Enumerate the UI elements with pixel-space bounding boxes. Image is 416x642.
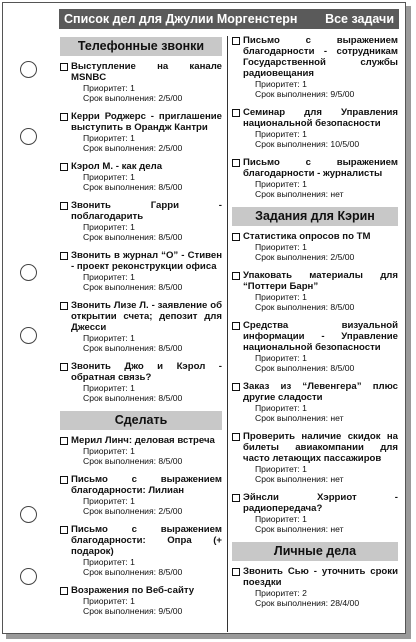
binder-hole bbox=[20, 264, 37, 281]
due-label: Срок выполнения: bbox=[83, 232, 157, 242]
due-label: Срок выполнения: bbox=[255, 524, 329, 534]
due-label: Срок выполнения: bbox=[83, 93, 157, 103]
task-title: Звонить Джо и Кэрол - обратная связь? bbox=[71, 361, 222, 383]
task-due bbox=[243, 524, 398, 534]
task-title: Письмо с выражением благодарности: Опра (+ подарок) bbox=[71, 524, 222, 557]
page-title: Список дел для Джулии Моргенстерн bbox=[64, 12, 298, 26]
due-value: 8/5/00 bbox=[158, 282, 183, 292]
task-checkbox[interactable] bbox=[60, 526, 68, 534]
task-priority bbox=[243, 292, 398, 302]
section-heading: Сделать bbox=[60, 411, 222, 430]
priority-value: 1 bbox=[302, 129, 307, 139]
task-title: Выступление на канале MSNBC bbox=[71, 61, 222, 83]
task-item bbox=[60, 435, 222, 466]
priority-value: 1 bbox=[130, 446, 135, 456]
page-header bbox=[59, 9, 399, 29]
task-checkbox[interactable] bbox=[232, 233, 240, 241]
task-title: Статистика опросов по ТМ bbox=[243, 231, 371, 242]
task-title: Проверить наличие скидок на билеты авиакомпании для часто летающих пассажиров bbox=[243, 431, 398, 464]
priority-label: Приоритет: bbox=[255, 403, 300, 413]
task-body bbox=[71, 300, 222, 353]
due-label: Срок выполнения: bbox=[255, 89, 329, 99]
due-value: 9/5/00 bbox=[158, 606, 183, 616]
task-body bbox=[71, 474, 222, 516]
task-item bbox=[60, 300, 222, 353]
due-label: Срок выполнения: bbox=[255, 252, 329, 262]
task-priority bbox=[71, 496, 222, 506]
due-label: Срок выполнения: bbox=[255, 139, 329, 149]
task-item bbox=[60, 200, 222, 242]
task-item bbox=[232, 566, 398, 608]
due-value: 8/5/00 bbox=[330, 302, 355, 312]
priority-label: Приоритет: bbox=[255, 514, 300, 524]
task-due bbox=[243, 598, 398, 608]
task-body bbox=[243, 270, 398, 312]
task-priority bbox=[243, 514, 398, 524]
binder-hole bbox=[20, 128, 37, 145]
due-value: 8/5/00 bbox=[158, 232, 183, 242]
task-due bbox=[71, 506, 222, 516]
task-priority bbox=[71, 596, 222, 606]
due-value: 8/5/00 bbox=[158, 343, 183, 353]
task-body bbox=[71, 111, 222, 153]
priority-label: Приоритет: bbox=[255, 242, 300, 252]
task-title: Семинар для Управления национальной безопасности bbox=[243, 107, 398, 129]
priority-label: Приоритет: bbox=[255, 292, 300, 302]
task-item bbox=[232, 157, 398, 199]
section-heading: Личные дела bbox=[232, 542, 398, 561]
priority-value: 1 bbox=[302, 464, 307, 474]
priority-value: 1 bbox=[130, 496, 135, 506]
due-value: нет bbox=[330, 524, 344, 534]
task-item bbox=[232, 431, 398, 484]
task-title: Письмо с выражением благодарности - журналисты bbox=[243, 157, 398, 179]
task-priority bbox=[71, 383, 222, 393]
task-item bbox=[60, 524, 222, 577]
task-due bbox=[243, 139, 398, 149]
due-value: 2/5/00 bbox=[158, 143, 183, 153]
task-item bbox=[60, 61, 222, 103]
task-body bbox=[243, 107, 398, 149]
due-value: нет bbox=[330, 474, 344, 484]
task-item bbox=[60, 474, 222, 516]
task-checkbox[interactable] bbox=[60, 302, 68, 310]
priority-label: Приоритет: bbox=[83, 222, 128, 232]
task-checkbox[interactable] bbox=[232, 322, 240, 330]
task-priority bbox=[71, 557, 222, 567]
task-priority bbox=[243, 79, 398, 89]
task-body bbox=[71, 250, 222, 292]
task-due bbox=[243, 302, 398, 312]
due-value: 8/5/00 bbox=[158, 393, 183, 403]
task-item bbox=[232, 381, 398, 423]
task-priority bbox=[71, 133, 222, 143]
page-shadow-bottom bbox=[6, 634, 411, 639]
task-priority bbox=[243, 242, 398, 252]
task-priority bbox=[243, 353, 398, 363]
task-title: Звонить Сью - уточнить сроки поездки bbox=[243, 566, 398, 588]
due-value: 8/5/00 bbox=[158, 182, 183, 192]
task-due bbox=[243, 474, 398, 484]
priority-label: Приоритет: bbox=[83, 557, 128, 567]
priority-value: 2 bbox=[302, 588, 307, 598]
due-value: 10/5/00 bbox=[330, 139, 360, 149]
priority-label: Приоритет: bbox=[83, 496, 128, 506]
task-body bbox=[71, 161, 222, 192]
task-body bbox=[243, 381, 398, 423]
task-title: Мерил Линч: деловая встреча bbox=[71, 435, 215, 446]
due-value: 28/4/00 bbox=[330, 598, 360, 608]
due-label: Срок выполнения: bbox=[83, 456, 157, 466]
due-value: 8/5/00 bbox=[330, 363, 355, 373]
task-body bbox=[243, 35, 398, 99]
task-priority bbox=[243, 464, 398, 474]
task-item bbox=[232, 35, 398, 99]
task-due bbox=[243, 413, 398, 423]
task-due bbox=[243, 363, 398, 373]
task-body bbox=[71, 435, 222, 466]
due-label: Срок выполнения: bbox=[83, 182, 157, 192]
task-body bbox=[243, 566, 398, 608]
priority-label: Приоритет: bbox=[83, 383, 128, 393]
priority-label: Приоритет: bbox=[83, 83, 128, 93]
task-body bbox=[71, 524, 222, 577]
task-checkbox[interactable] bbox=[60, 587, 68, 595]
task-due bbox=[243, 189, 398, 199]
due-label: Срок выполнения: bbox=[83, 393, 157, 403]
priority-label: Приоритет: bbox=[83, 333, 128, 343]
due-label: Срок выполнения: bbox=[83, 282, 157, 292]
priority-value: 1 bbox=[302, 292, 307, 302]
priority-value: 1 bbox=[302, 179, 307, 189]
left-column bbox=[60, 35, 222, 624]
binder-hole bbox=[20, 61, 37, 78]
task-priority bbox=[71, 272, 222, 282]
due-value: нет bbox=[330, 189, 344, 199]
binder-hole bbox=[20, 568, 37, 585]
task-due bbox=[71, 282, 222, 292]
due-label: Срок выполнения: bbox=[83, 567, 157, 577]
task-due bbox=[71, 232, 222, 242]
section-heading: Задания для Кэрин bbox=[232, 207, 398, 226]
task-body bbox=[243, 231, 398, 262]
task-body bbox=[71, 585, 222, 616]
task-priority bbox=[71, 333, 222, 343]
task-body bbox=[243, 320, 398, 373]
due-label: Срок выполнения: bbox=[83, 606, 157, 616]
priority-value: 1 bbox=[302, 403, 307, 413]
task-title: Упаковать материалы для “Поттери Барн” bbox=[243, 270, 398, 292]
binder-hole bbox=[20, 506, 37, 523]
task-item bbox=[232, 320, 398, 373]
task-checkbox[interactable] bbox=[60, 202, 68, 210]
task-body bbox=[243, 157, 398, 199]
task-priority bbox=[71, 222, 222, 232]
priority-label: Приоритет: bbox=[83, 596, 128, 606]
header-filter-label: Все задачи bbox=[325, 12, 394, 26]
task-due bbox=[71, 182, 222, 192]
due-value: 2/5/00 bbox=[158, 506, 183, 516]
task-checkbox[interactable] bbox=[60, 163, 68, 171]
task-title: Звонить Лизе Л. - заявление об открытии счета; депозит для Джесси bbox=[71, 300, 222, 333]
task-title: Письмо с выражением благодарности - сотрудникам Государственной службы радиовещания bbox=[243, 35, 398, 79]
priority-label: Приоритет: bbox=[83, 172, 128, 182]
task-checkbox[interactable] bbox=[60, 476, 68, 484]
task-priority bbox=[243, 179, 398, 189]
task-checkbox[interactable] bbox=[232, 383, 240, 391]
priority-value: 1 bbox=[130, 596, 135, 606]
task-body bbox=[71, 361, 222, 403]
task-body bbox=[71, 61, 222, 103]
task-body bbox=[243, 431, 398, 484]
task-item bbox=[60, 111, 222, 153]
task-priority bbox=[71, 446, 222, 456]
priority-value: 1 bbox=[130, 222, 135, 232]
priority-value: 1 bbox=[302, 79, 307, 89]
priority-value: 1 bbox=[130, 133, 135, 143]
task-title: Кэрол М. - как дела bbox=[71, 161, 163, 172]
task-checkbox[interactable] bbox=[232, 159, 240, 167]
due-label: Срок выполнения: bbox=[83, 506, 157, 516]
binder-hole bbox=[20, 327, 37, 344]
task-item bbox=[232, 231, 398, 262]
due-label: Срок выполнения: bbox=[255, 413, 329, 423]
due-value: нет bbox=[330, 413, 344, 423]
task-title: Звонить Гарри - поблагодарить bbox=[71, 200, 222, 222]
due-label: Срок выполнения: bbox=[255, 474, 329, 484]
priority-label: Приоритет: bbox=[255, 588, 300, 598]
column-divider bbox=[227, 36, 228, 632]
task-item bbox=[232, 107, 398, 149]
priority-label: Приоритет: bbox=[255, 79, 300, 89]
priority-label: Приоритет: bbox=[83, 272, 128, 282]
right-column bbox=[232, 35, 398, 616]
task-title: Заказ из “Левенгера” плюс другие сладости bbox=[243, 381, 398, 403]
task-checkbox[interactable] bbox=[232, 272, 240, 280]
priority-value: 1 bbox=[130, 557, 135, 567]
task-priority bbox=[243, 588, 398, 598]
priority-label: Приоритет: bbox=[255, 179, 300, 189]
priority-label: Приоритет: bbox=[83, 133, 128, 143]
task-due bbox=[71, 393, 222, 403]
task-checkbox[interactable] bbox=[232, 37, 240, 45]
priority-label: Приоритет: bbox=[255, 353, 300, 363]
task-checkbox[interactable] bbox=[232, 433, 240, 441]
task-body bbox=[71, 200, 222, 242]
due-label: Срок выполнения: bbox=[255, 302, 329, 312]
task-item bbox=[60, 585, 222, 616]
task-checkbox[interactable] bbox=[232, 568, 240, 576]
priority-value: 1 bbox=[130, 333, 135, 343]
task-item bbox=[232, 492, 398, 534]
due-label: Срок выполнения: bbox=[255, 363, 329, 373]
task-title: Звонить в журнал “О” - Стивен - проект реконструкции офиса bbox=[71, 250, 222, 272]
task-title: Средства визуальной информации - Управление национальной безопасности bbox=[243, 320, 398, 353]
task-priority bbox=[243, 403, 398, 413]
task-item bbox=[60, 361, 222, 403]
task-title: Керри Роджерс - приглашение выступить в Орандж Кантри bbox=[71, 111, 222, 133]
task-checkbox[interactable] bbox=[60, 113, 68, 121]
priority-value: 1 bbox=[130, 383, 135, 393]
priority-value: 1 bbox=[302, 514, 307, 524]
task-due bbox=[243, 89, 398, 99]
section-heading: Телефонные звонки bbox=[60, 37, 222, 56]
task-title: Возражения по Веб-сайту bbox=[71, 585, 195, 596]
task-due bbox=[71, 143, 222, 153]
task-checkbox[interactable] bbox=[60, 363, 68, 371]
priority-label: Приоритет: bbox=[83, 446, 128, 456]
task-body bbox=[243, 492, 398, 534]
task-due bbox=[71, 93, 222, 103]
task-checkbox[interactable] bbox=[60, 437, 68, 445]
page-shadow-right bbox=[406, 6, 411, 638]
task-due bbox=[243, 252, 398, 262]
task-due bbox=[71, 343, 222, 353]
priority-value: 1 bbox=[130, 172, 135, 182]
priority-value: 1 bbox=[302, 353, 307, 363]
priority-label: Приоритет: bbox=[255, 464, 300, 474]
task-checkbox[interactable] bbox=[232, 494, 240, 502]
due-value: 9/5/00 bbox=[330, 89, 355, 99]
task-item bbox=[60, 250, 222, 292]
task-checkbox[interactable] bbox=[232, 109, 240, 117]
due-value: 8/5/00 bbox=[158, 456, 183, 466]
task-title: Письмо с выражением благодарности: Лилиан bbox=[71, 474, 222, 496]
task-item bbox=[60, 161, 222, 192]
due-label: Срок выполнения: bbox=[83, 343, 157, 353]
task-due bbox=[71, 606, 222, 616]
priority-value: 1 bbox=[302, 242, 307, 252]
task-checkbox[interactable] bbox=[60, 63, 68, 71]
task-priority bbox=[243, 129, 398, 139]
priority-value: 1 bbox=[130, 83, 135, 93]
task-checkbox[interactable] bbox=[60, 252, 68, 260]
due-value: 2/5/00 bbox=[158, 93, 183, 103]
priority-value: 1 bbox=[130, 272, 135, 282]
due-label: Срок выполнения: bbox=[255, 598, 329, 608]
due-label: Срок выполнения: bbox=[255, 189, 329, 199]
task-priority bbox=[71, 83, 222, 93]
task-due bbox=[71, 456, 222, 466]
due-label: Срок выполнения: bbox=[83, 143, 157, 153]
due-value: 2/5/00 bbox=[330, 252, 355, 262]
task-priority bbox=[71, 172, 222, 182]
task-item bbox=[232, 270, 398, 312]
priority-label: Приоритет: bbox=[255, 129, 300, 139]
due-value: 8/5/00 bbox=[158, 567, 183, 577]
task-title: Эйнсли Хэрриот - радиопередача? bbox=[243, 492, 398, 514]
task-due bbox=[71, 567, 222, 577]
